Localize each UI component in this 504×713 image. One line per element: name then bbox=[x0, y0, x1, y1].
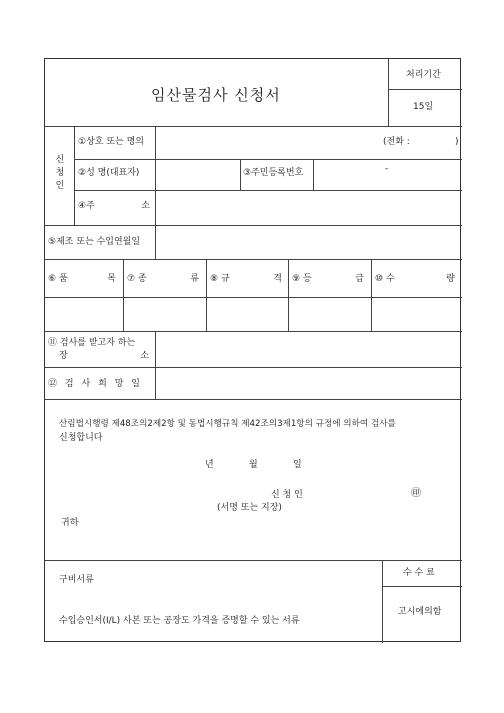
fee-value: 고시에의함 bbox=[398, 607, 442, 617]
item-header-type: ⑦ 종 류 bbox=[127, 274, 199, 284]
application-form bbox=[44, 58, 461, 642]
required-docs-label: 구비서류 bbox=[59, 575, 94, 585]
representative-name-label: ②성 명(대표자) bbox=[78, 168, 140, 178]
phone-label: (전화 : bbox=[383, 137, 410, 147]
item-header-spec: ⑧ 규 격 bbox=[210, 274, 282, 284]
processing-period-label: 처리기간 bbox=[406, 70, 441, 80]
statement-line1: 산림법시행령 제48조의2제2항 및 동법시행규칙 제42조의3제1항의 규정에 의하여 검사를 bbox=[59, 419, 396, 429]
form-title: 임산물검사 신청서 bbox=[151, 86, 281, 104]
item-header-quantity: ⑩ 수 량 bbox=[375, 274, 455, 284]
inspection-place-label-line2: 장 소 bbox=[59, 351, 149, 361]
date-day-label: 일 bbox=[293, 460, 302, 470]
applicant-label: 신 청 인 bbox=[55, 155, 65, 191]
resident-number-label: ③주민등록번호 bbox=[243, 168, 304, 178]
statement-line2: 신청합니다 bbox=[59, 433, 103, 443]
recipient-label: 귀하 bbox=[61, 518, 79, 528]
item-header-name: ⑥ 품 목 bbox=[48, 274, 116, 284]
manufacture-date-label: ⑤제조 또는 수입연월일 bbox=[48, 237, 141, 247]
processing-period-value: 15일 bbox=[413, 102, 434, 112]
item-header-grade: ⑨ 등 급 bbox=[292, 274, 364, 284]
required-docs-text: 수입승인서(I/L) 사본 또는 공장도 가격을 증명할 수 있는 서류 bbox=[59, 616, 300, 626]
desired-date-label: ⑫ 검 사 희 망 일 bbox=[48, 379, 140, 389]
inspection-place-label-line1: ⑪ 검사를 받고자 하는 bbox=[48, 338, 136, 348]
date-year-label: 년 bbox=[205, 460, 214, 470]
resident-number-dash: - bbox=[385, 164, 389, 174]
applicant-sign-label: 신 청 인 bbox=[271, 490, 303, 500]
sign-note: (서명 또는 지장) bbox=[217, 503, 282, 513]
phone-close: ) bbox=[455, 137, 459, 147]
company-name-label: ①상호 또는 명의 bbox=[78, 137, 144, 147]
seal-mark: ㊞ bbox=[411, 488, 421, 499]
address-label: ④주 소 bbox=[78, 201, 150, 211]
fee-label: 수 수 료 bbox=[403, 568, 435, 578]
date-month-label: 월 bbox=[249, 460, 258, 470]
